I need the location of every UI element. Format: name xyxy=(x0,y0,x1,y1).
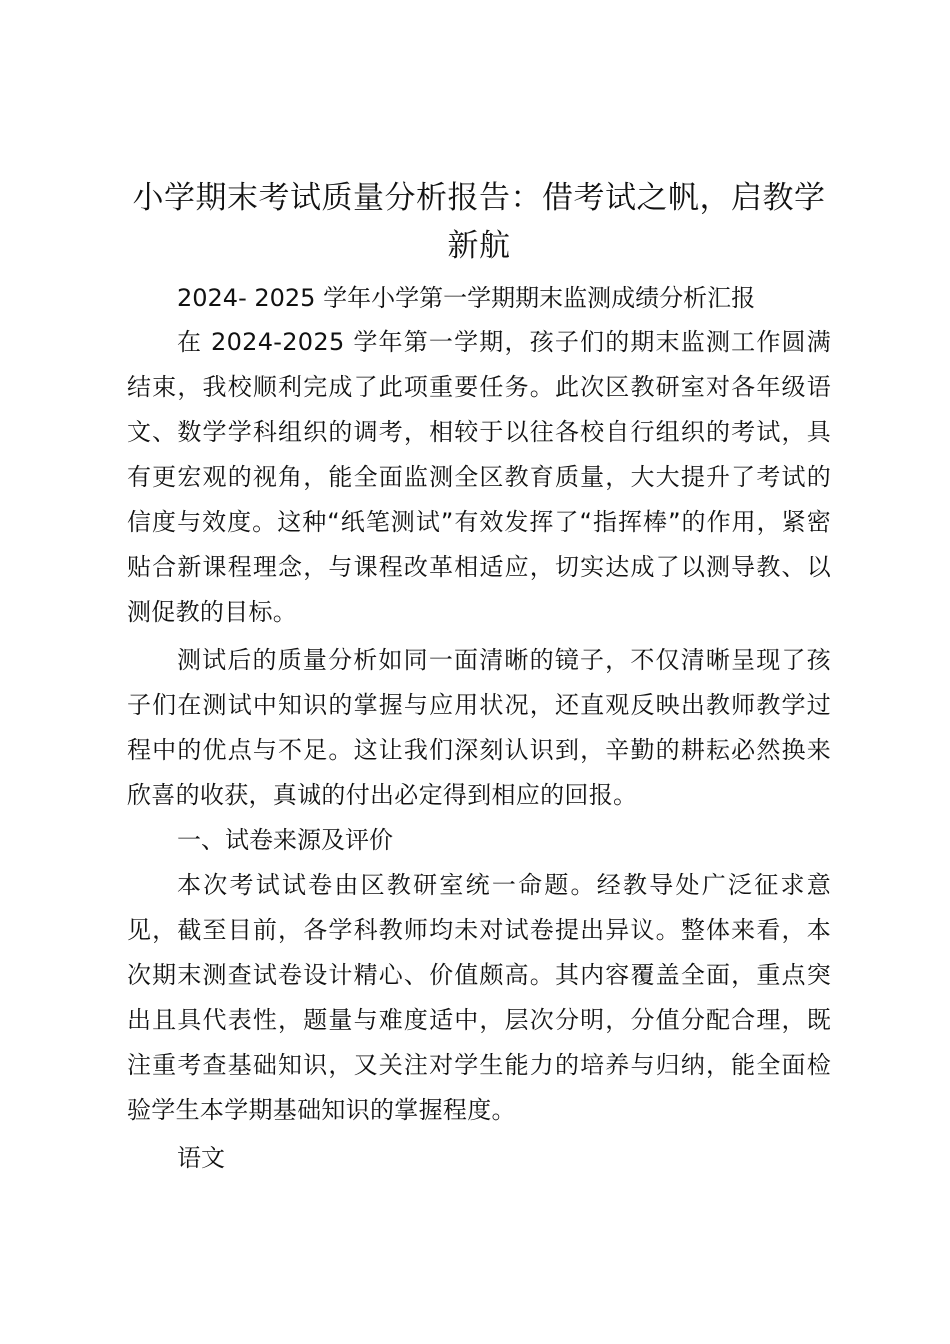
section-heading: 一、试卷来源及评价 xyxy=(177,826,393,854)
subsection-heading-chinese: 语文 xyxy=(177,1144,225,1172)
document-subtitle: 2024- 2025 学年小学第一学期期末监测成绩分析汇报 xyxy=(177,284,756,312)
intro-paragraph-2: 测试后的质量分析如同一面清晰的镜子，不仅清晰呈现了孩子们在测试中知识的掌握与应用状况，还直观反映出教师教学过程中的优点与不足。这让我们深刻认识到，辛勤的耕耘必然换来欣喜的收获，真诚的付出必定得到相应的回报。 xyxy=(127,646,831,809)
document-title: 小学期末考试质量分析报告：借考试之帆，启教学新航 xyxy=(132,180,826,264)
document-page xyxy=(127,174,831,1181)
section-paragraph: 本次考试试卷由区教研室统一命题。经教导处广泛征求意见，截至目前，各学科教师均未对试卷提出异议。整体来看，本次期末测查试卷设计精心、价值颇高。其内容覆盖全面，重点突出且具代表性，题量与难度适中，层次分明，分值分配合理，既注重考查基础知识，又关注对学生能力的培养与归纳，能全面检验学生本学期基础知识的掌握程度。 xyxy=(127,871,831,1124)
intro-paragraph-1: 在 2024-2025 学年第一学期，孩子们的期末监测工作圆满结束，我校顺利完成了此项重要任务。此次区教研室对各年级语文、数学学科组织的调考，相较于以往各校自行组织的考试，具有更宏观的视角，能全面监测全区教育质量，大大提升了考试的信度与效度。这种“纸笔测试”有效发挥了“指挥棒”的作用，紧密贴合新课程理念，与课程改革相适应，切实达成了以测导教、以测促教的目标。 xyxy=(127,328,831,626)
